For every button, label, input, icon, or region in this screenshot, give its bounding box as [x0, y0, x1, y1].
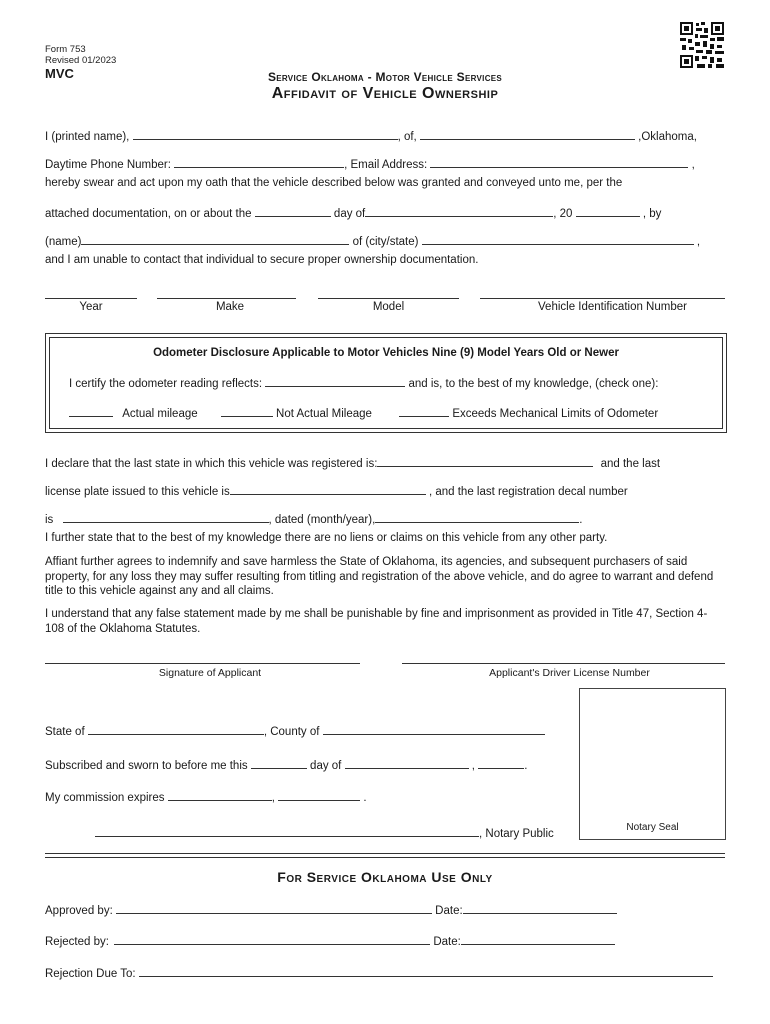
qr-code-icon — [680, 22, 724, 68]
contact-line: Daytime Phone Number: , Email Address: , — [45, 156, 695, 171]
notary-public-line: , Notary Public — [95, 825, 554, 840]
indemnify-text: Affiant further agrees to indemnify and save harmless the State of Oklahoma, its agencies, and subsequent purchasers of said property, for any loss they may suffer resulting from titling and registration of the above vehicle, and do agree to warrant and defend title to this vehicle against any and all claims. — [45, 556, 714, 597]
notary-seal-box — [579, 688, 726, 840]
date-line: attached documentation, on or about the day of , 20 , by — [45, 205, 661, 220]
notary-sworn-line: Subscribed and sworn to before me this day of , . — [45, 757, 527, 772]
unable-text: and I am unable to contact that individual to secure proper ownership documentation. — [45, 254, 479, 266]
sworn-month-field[interactable] — [345, 757, 469, 769]
false-statement-text: I understand that any false statement made by me shall be punishable by fine and imprisonment as provided in Title 47, Section 4-108 of the Oklahoma Statutes. — [45, 608, 708, 635]
decal-line: is , dated (month/year), . — [45, 511, 582, 526]
license-plate-field[interactable] — [230, 483, 426, 495]
city-field[interactable] — [420, 128, 635, 140]
vehicle-model-field[interactable] — [318, 288, 459, 299]
license-plate-line: license plate issued to this vehicle is , and the last registration decal number — [45, 483, 628, 498]
phone-field[interactable] — [174, 156, 344, 168]
notary-state-field[interactable] — [88, 723, 264, 735]
agency-name: Service Oklahoma - Motor Vehicle Services — [267, 70, 503, 84]
division-code: MVC — [45, 66, 74, 81]
sworn-year-field[interactable] — [478, 757, 524, 769]
odometer-title: Odometer Disclosure Applicable to Motor Vehicles Nine (9) Model Years Old or Newer — [153, 347, 619, 359]
rejected-line: Rejected by: Date: — [45, 933, 615, 948]
odometer-reading-field[interactable] — [265, 375, 405, 387]
applicant-signature-field[interactable] — [45, 653, 360, 664]
rejection-reason-field[interactable] — [139, 965, 713, 977]
odometer-certify-line: I certify the odometer reading reflects: and is, to the best of my knowledge, (check one): — [69, 375, 658, 390]
vehicle-vin-label: Vehicle Identification Number — [538, 301, 687, 313]
driver-license-label: Applicant's Driver License Number — [489, 667, 650, 679]
exceeds-limits-check[interactable] — [399, 405, 449, 417]
rejected-by-field[interactable] — [114, 933, 430, 945]
vehicle-make-label: Make — [215, 301, 245, 313]
no-liens-text: I further state that to the best of my knowledge there are no liens or claims on this vehicle from any other party. — [45, 532, 608, 544]
sworn-day-field[interactable] — [251, 757, 307, 769]
office-use-title: For Service Oklahoma Use Only — [277, 869, 493, 885]
form-number: Form 753 — [45, 44, 86, 55]
vehicle-make-field[interactable] — [157, 288, 296, 299]
notary-commission-line: My commission expires , . — [45, 789, 367, 804]
email-field[interactable] — [430, 156, 688, 168]
notary-county-field[interactable] — [323, 723, 545, 735]
last-state-line: I declare that the last state in which this vehicle was registered is: and the last — [45, 455, 660, 470]
applicant-signature-label: Signature of Applicant — [158, 667, 262, 679]
printed-name-line: I (printed name), , of, ,Oklahoma, — [45, 128, 697, 143]
odometer-disclosure-box — [45, 333, 727, 433]
day-field[interactable] — [255, 205, 331, 217]
month-field[interactable] — [365, 205, 553, 217]
not-actual-mileage-check[interactable] — [221, 405, 273, 417]
section-divider — [45, 853, 725, 858]
decal-date-field[interactable] — [375, 511, 579, 523]
printed-name-field[interactable] — [133, 128, 398, 140]
grantor-name-field[interactable] — [81, 233, 349, 245]
oath-text: hereby swear and act upon my oath that the vehicle described below was granted and conveyed unto me, per the — [45, 177, 623, 189]
form-title: Affidavit of Vehicle Ownership — [271, 85, 499, 102]
commission-month-field[interactable] — [168, 789, 272, 801]
grantor-line: (name) of (city/state) , — [45, 233, 700, 248]
revised-date: Revised 01/2023 — [45, 55, 117, 66]
last-state-field[interactable] — [377, 455, 593, 467]
actual-mileage-check[interactable] — [69, 405, 113, 417]
vehicle-model-label: Model — [372, 301, 405, 313]
commission-year-field[interactable] — [278, 789, 360, 801]
odometer-options: Actual mileage Not Actual Mileage Exceeds Mechanical Limits of Odometer — [69, 405, 658, 420]
notary-seal-label: Notary Seal — [626, 822, 679, 833]
approved-by-field[interactable] — [116, 902, 432, 914]
rejected-date-field[interactable] — [461, 933, 615, 945]
approved-date-field[interactable] — [463, 902, 617, 914]
notary-signature-field[interactable] — [95, 825, 479, 837]
approved-line: Approved by: Date: — [45, 902, 617, 917]
vehicle-vin-field[interactable] — [480, 288, 725, 299]
decal-number-field[interactable] — [63, 511, 269, 523]
year-field[interactable] — [576, 205, 640, 217]
notary-state-line: State of , County of — [45, 723, 545, 738]
rejection-reason-line: Rejection Due To: — [45, 965, 713, 980]
driver-license-field[interactable] — [402, 653, 725, 664]
vehicle-year-label: Year — [79, 301, 103, 313]
grantor-city-field[interactable] — [422, 233, 694, 245]
vehicle-year-field[interactable] — [45, 288, 137, 299]
form-number-block — [45, 44, 116, 66]
